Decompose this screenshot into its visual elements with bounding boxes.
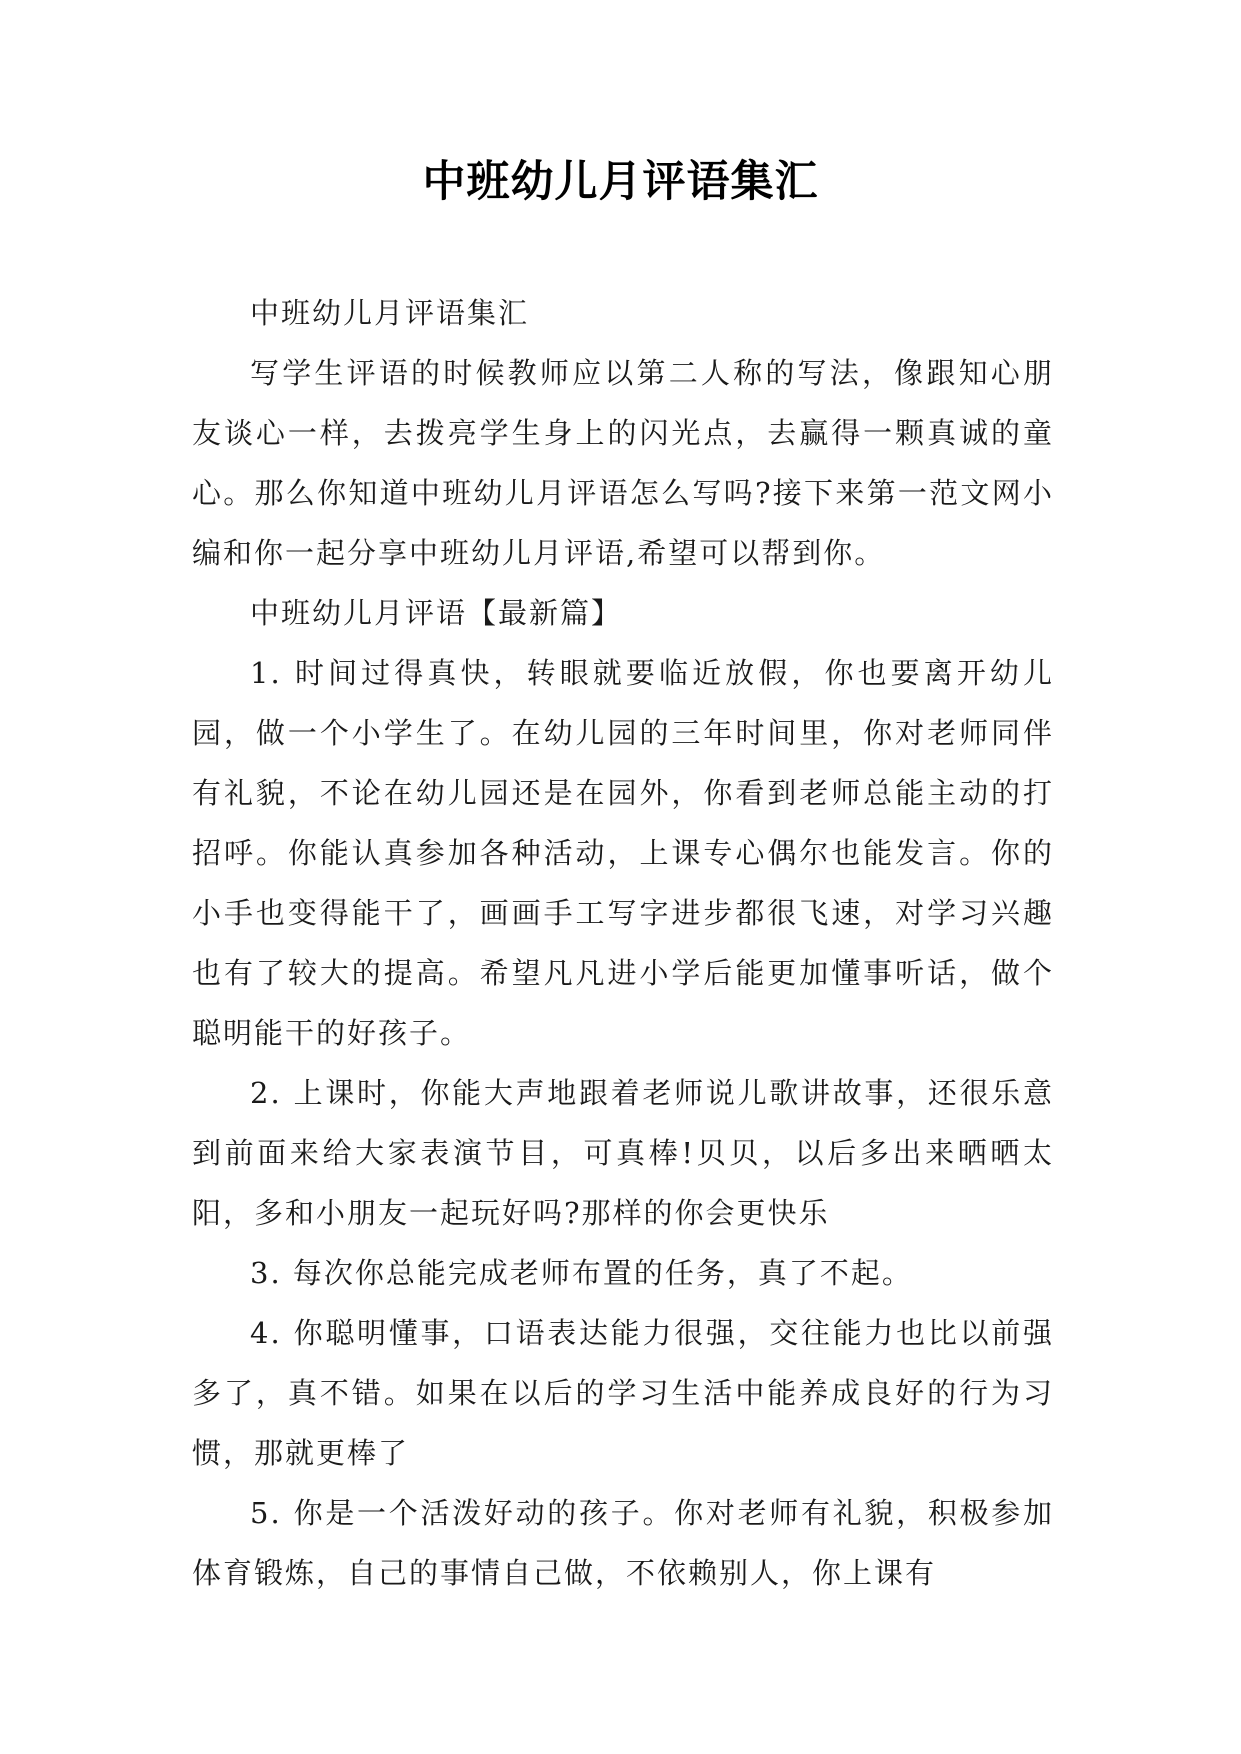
body-paragraph-item-2: 2. 上课时，你能大声地跟着老师说儿歌讲故事，还很乐意到前面来给大家表演节目，可真棒!贝贝，以后多出来晒晒太阳，多和小朋友一起玩好吗?那样的你会更快乐 [192, 1076, 1054, 1230]
body-paragraph-section-heading: 中班幼儿月评语【最新篇】 [250, 596, 623, 630]
body-paragraph-intro: 写学生评语的时候教师应以第二人称的写法，像跟知心朋友谈心一样，去拨亮学生身上的闪光点，去赢得一颗真诚的童心。那么你知道中班幼儿月评语怎么写吗?接下来第一范文网小编和你一起分享中班幼儿月评语,希望可以帮到你。 [192, 356, 1054, 570]
body-paragraph-item-4: 4. 你聪明懂事，口语表达能力很强，交往能力也比以前强多了，真不错。如果在以后的学习生活中能养成良好的行为习惯，那就更棒了 [192, 1316, 1054, 1470]
body-paragraph-item-1: 1. 时间过得真快，转眼就要临近放假，你也要离开幼儿园，做一个小学生了。在幼儿园的三年时间里，你对老师同伴有礼貌，不论在幼儿园还是在园外，你看到老师总能主动的打招呼。你能认真参加各种活动，上课专心偶尔也能发言。你的小手也变得能干了，画画手工写字进步都很飞速，对学习兴趣也有了较大的提高。希望凡凡进小学后能更加懂事听话，做个聪明能干的好孩子。 [192, 656, 1054, 1050]
body-paragraph-heading: 中班幼儿月评语集汇 [250, 296, 530, 330]
document-body [192, 283, 1054, 1603]
body-paragraph-item-5: 5. 你是一个活泼好动的孩子。你对老师有礼貌，积极参加体育锻炼，自己的事情自己做，不依赖别人，你上课有 [192, 1496, 1054, 1590]
document-title: 中班幼儿月评语集汇 [422, 157, 819, 207]
body-paragraph-item-3: 3. 每次你总能完成老师布置的任务，真了不起。 [250, 1256, 913, 1290]
